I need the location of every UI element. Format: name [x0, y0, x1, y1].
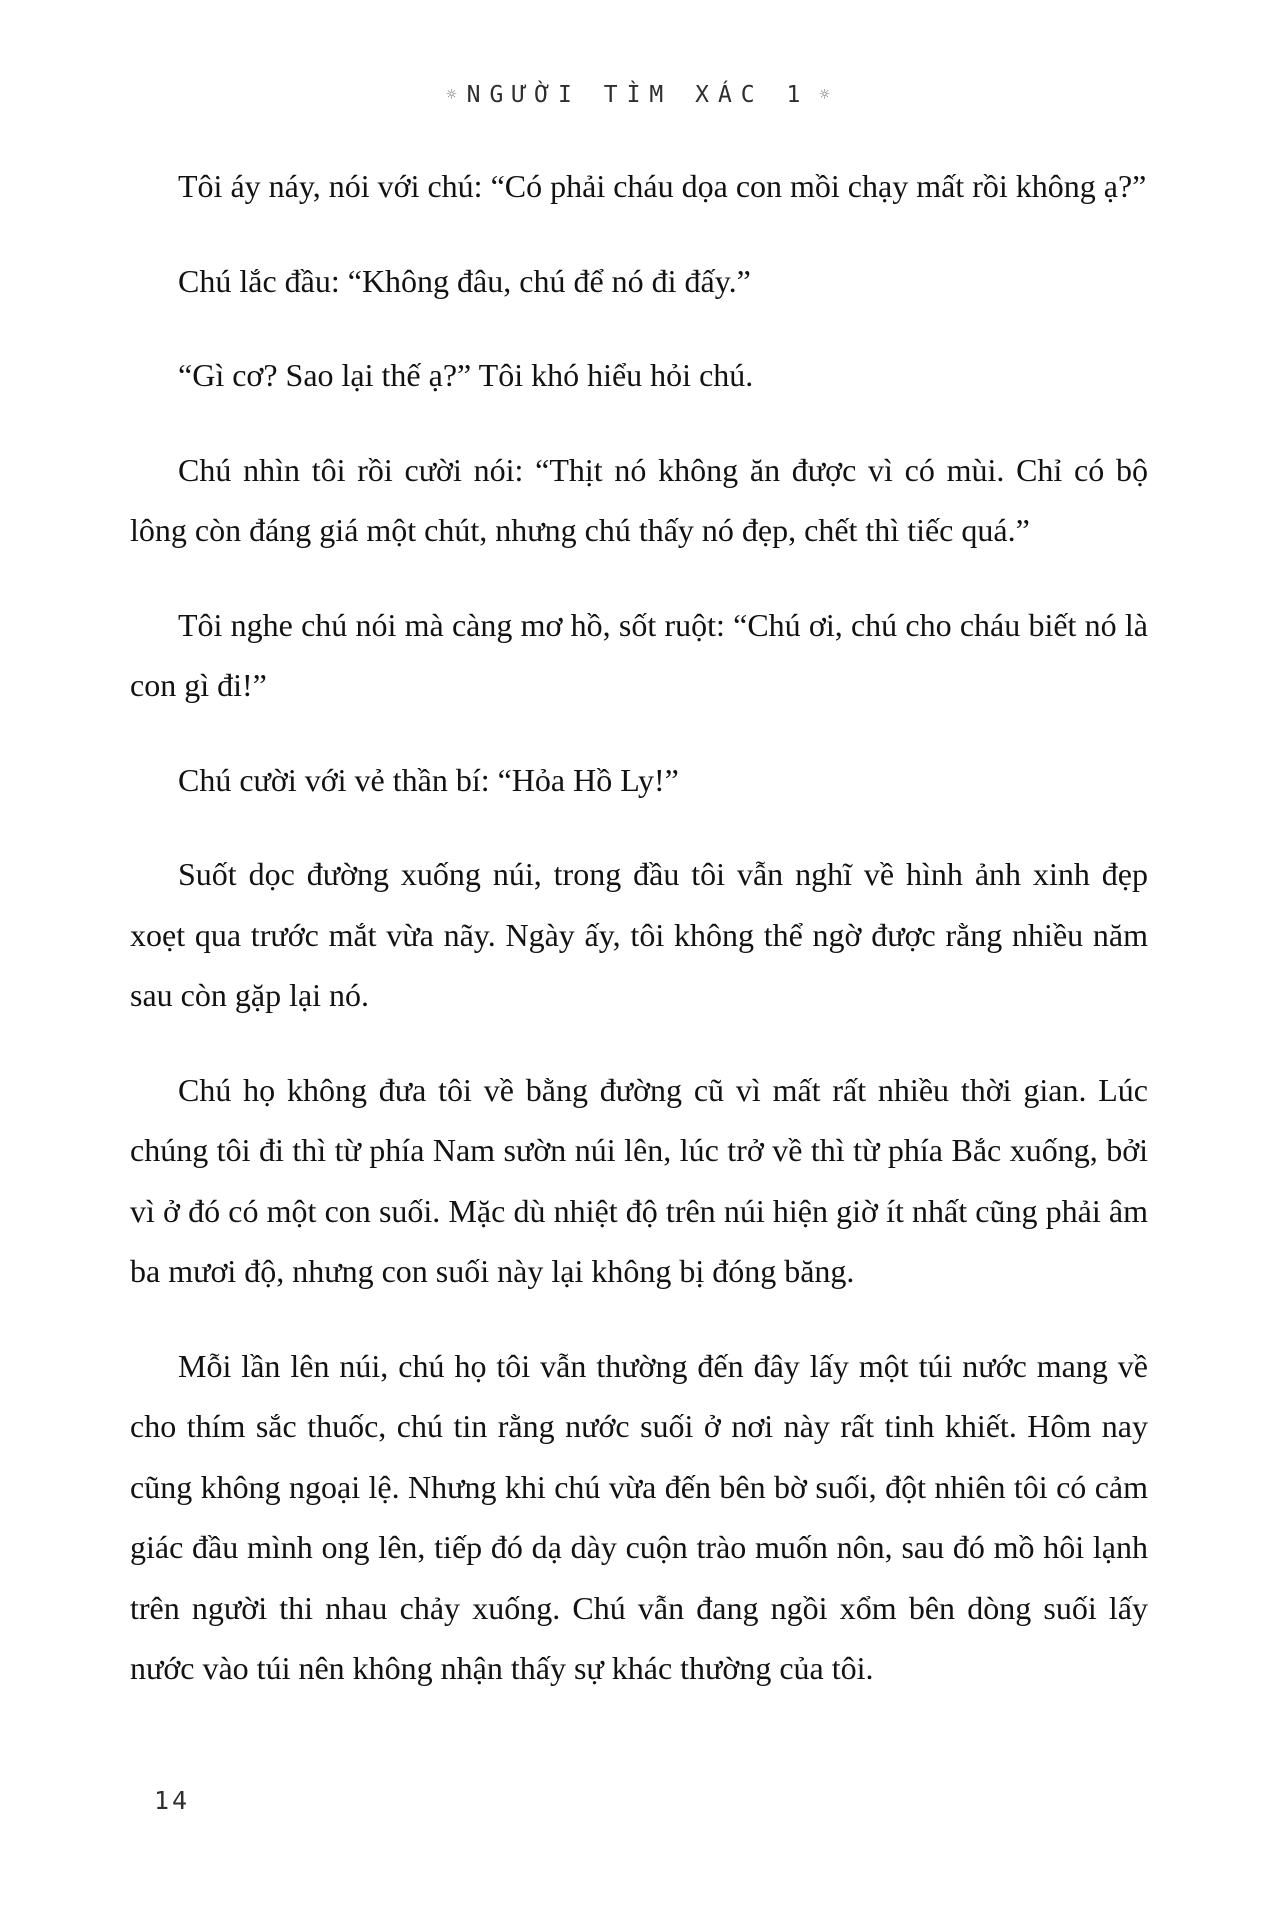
body-paragraph: Chú cười với vẻ thần bí: “Hỏa Hồ Ly!”	[178, 761, 679, 798]
body-text-block	[130, 156, 1148, 1733]
body-paragraph: Chú lắc đầu: “Không đâu, chú để nó đi đấy.”	[178, 262, 751, 299]
body-paragraph: Mỗi lần lên núi, chú họ tôi vẫn thường đến đây lấy một túi nước mang về cho thím sắc thuốc, chú tin rằng nước suối ở nơi này rất tinh khiết. Hôm nay cũng không ngoại lệ. Nhưng khi chú vừa đến bên bờ suối, đột nhiên tôi có cảm giác đầu mình ong lên, tiếp đó dạ dày cuộn trào muốn nôn, sau đó mồ hôi lạnh trên người thi nhau chảy xuống. Chú vẫn đang ngồi xổm bên dòng suối lấy nước vào túi nên không nhận thấy sự khác thường của tôi.	[130, 1347, 1148, 1686]
body-paragraph: Tôi nghe chú nói mà càng mơ hồ, sốt ruột: “Chú ơi, chú cho cháu biết nó là con gì đi!”	[130, 606, 1148, 703]
body-paragraph: Chú nhìn tôi rồi cười nói: “Thịt nó không ăn được vì có mùi. Chỉ có bộ lông còn đáng giá một chút, nhưng chú thấy nó đẹp, chết thì tiếc quá.”	[130, 451, 1148, 548]
sun-ornament-icon: ☼	[819, 85, 830, 105]
body-paragraph: “Gì cơ? Sao lại thế ạ?” Tôi khó hiểu hỏi chú.	[178, 357, 754, 393]
body-paragraph: Tôi áy náy, nói với chú: “Có phải cháu dọa con mồi chạy mất rồi không ạ?”	[178, 168, 1147, 204]
running-header	[0, 82, 1276, 108]
page-number: 14	[154, 1786, 191, 1815]
body-paragraph: Suốt dọc đường xuống núi, trong đầu tôi vẫn nghĩ về hình ảnh xinh đẹp xoẹt qua trước mắt vừa nãy. Ngày ấy, tôi không thể ngờ được rằng nhiều năm sau còn gặp lại nó.	[130, 856, 1148, 1013]
page-title: NGƯỜI TÌM XÁC 1	[466, 82, 810, 108]
sun-ornament-icon: ☼	[446, 85, 457, 105]
body-paragraph: Chú họ không đưa tôi về bằng đường cũ vì mất rất nhiều thời gian. Lúc chúng tôi đi thì từ phía Nam sườn núi lên, lúc trở về thì từ phía Bắc xuống, bởi vì ở đó có một con suối. Mặc dù nhiệt độ trên núi hiện giờ ít nhất cũng phải âm ba mươi độ, nhưng con suối này lại không bị đóng băng.	[130, 1071, 1148, 1289]
